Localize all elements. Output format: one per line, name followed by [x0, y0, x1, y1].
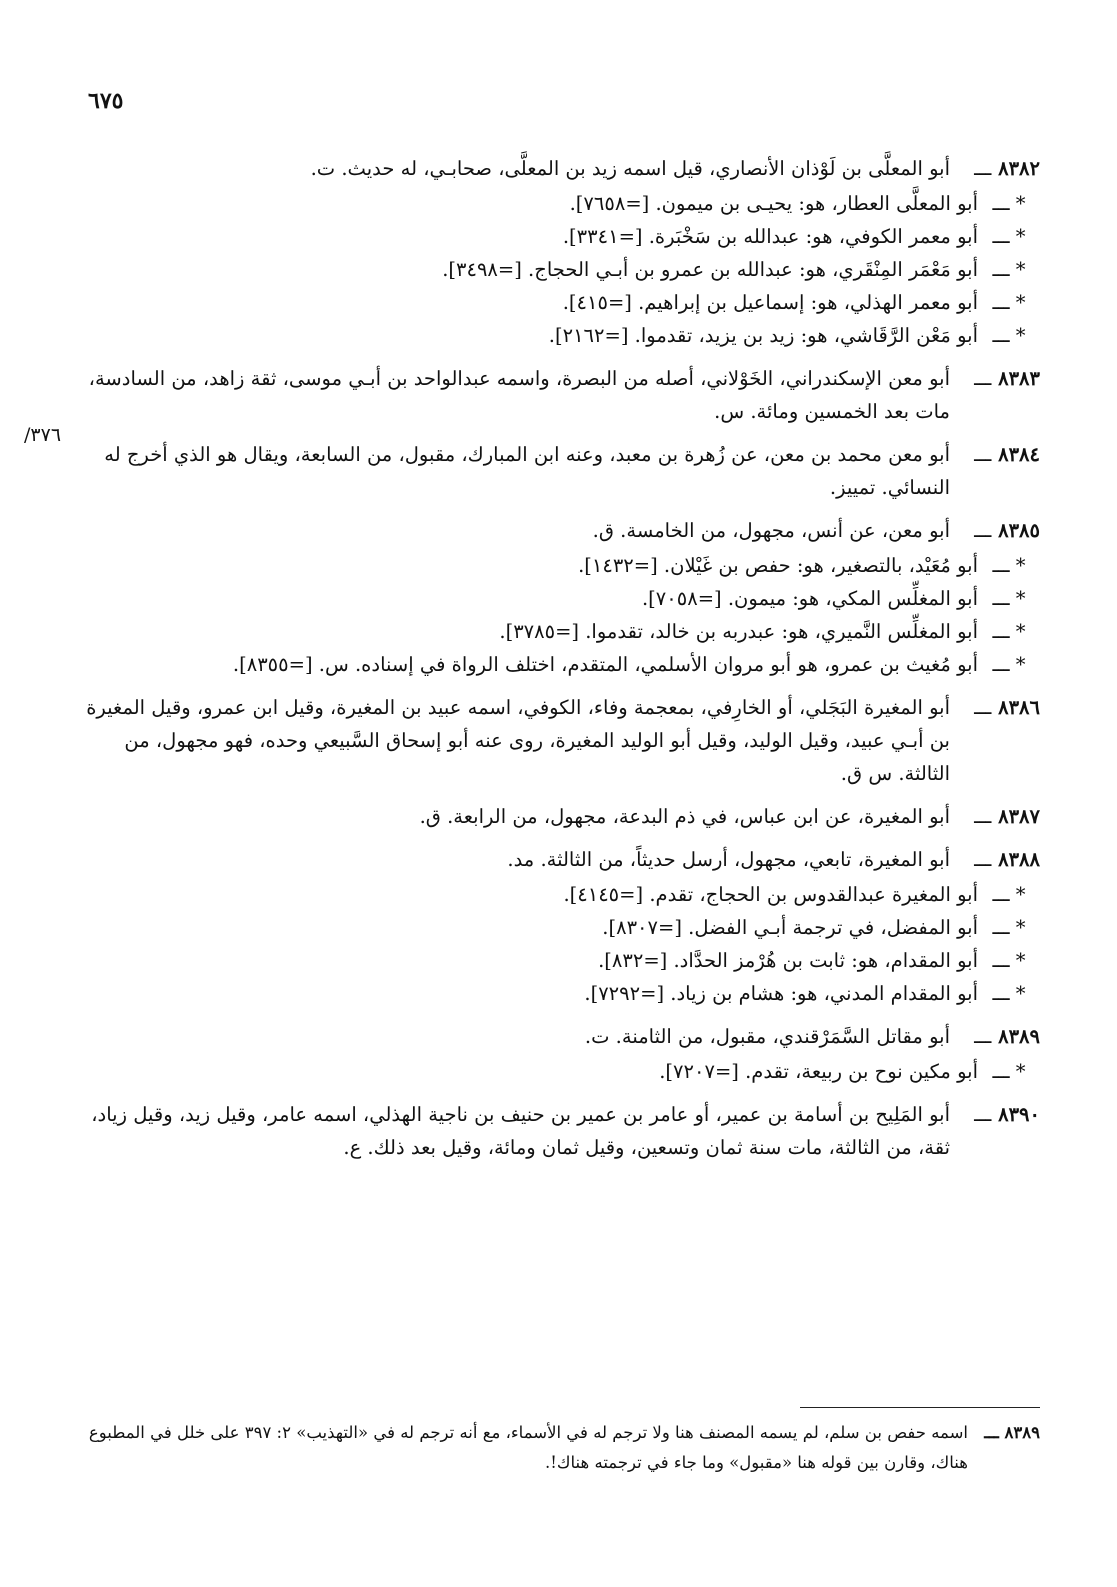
- cross-reference-text: أبو مَعْمَر المِنْقَري، هو: عبدالله بن عمرو بن أبـي الحجاج. [=٣٤٩٨].: [442, 258, 978, 281]
- entry-number: ٨٣٨٨ ـــ: [974, 848, 1040, 871]
- entry-block: [80, 362, 1040, 428]
- entry: [80, 843, 1040, 876]
- cross-reference: [80, 878, 1040, 911]
- entry: [80, 514, 1040, 547]
- cross-reference-marker: * ـــ: [992, 324, 1026, 347]
- footnote-divider: [800, 1407, 1040, 1408]
- page-number: ٦٧٥: [88, 88, 124, 114]
- cross-reference: [80, 220, 1040, 253]
- cross-reference: [80, 549, 1040, 582]
- cross-reference-text: أبو معمر الهذلي، هو: إسماعيل بن إبراهيم. [=٤١٥].: [562, 291, 978, 314]
- entry: [80, 800, 1040, 833]
- entry-block: [80, 438, 1040, 504]
- entry-block: [80, 152, 1040, 352]
- entry-text: أبو المعلَّى بن لَوْذان الأنصاري، قيل اسمه زيد بن المعلَّى، صحابـي، له حديث. ت.: [310, 157, 950, 180]
- entry-number: ٨٣٨٩ ـــ: [974, 1025, 1040, 1048]
- cross-reference-marker: * ـــ: [992, 620, 1026, 643]
- cross-reference-list: [80, 187, 1040, 352]
- cross-reference-marker: * ـــ: [992, 883, 1026, 906]
- cross-reference: [80, 319, 1040, 352]
- footnote-number: ٨٣٨٩ ـــ: [984, 1423, 1040, 1442]
- cross-reference: [80, 1055, 1040, 1088]
- cross-reference: [80, 253, 1040, 286]
- cross-reference-text: أبو مُغيث بن عمرو، هو أبو مروان الأسلمي، المتقدم، اختلف الرواة في إسناده. س. [=٨٣٥٥].: [232, 653, 978, 676]
- entry-block: [80, 691, 1040, 790]
- cross-reference-list: [80, 878, 1040, 1010]
- entry-block: [80, 800, 1040, 833]
- entry-text: أبو المغيرة البَجَلي، أو الخارِفي، بمعجمة وفاء، الكوفي، اسمه عبيد بن المغيرة، وقيل ابن عمرو، وقيل المغيرة بن أبـي عبيد، وقيل الوليد، وقيل أبو الوليد المغيرة، روى عنه أبو إسحاق السَّبيعي وحده، فهو مجهول، من الثالثة. س ق.: [86, 696, 950, 785]
- cross-reference-marker: * ـــ: [992, 554, 1026, 577]
- cross-reference-text: أبو مَعْن الرَّقَاشي، هو: زيد بن يزيد، تقدموا. [=٢١٦٢].: [548, 324, 978, 347]
- cross-reference-text: أبو المعلَّى العطار، هو: يحيـى بن ميمون. [=٧٦٥٨].: [569, 192, 978, 215]
- entry-body: [80, 800, 950, 833]
- main-content: [80, 152, 1040, 1174]
- cross-reference-marker: * ـــ: [992, 653, 1026, 676]
- cross-reference: [80, 286, 1040, 319]
- entry: [80, 362, 1040, 428]
- cross-reference: [80, 911, 1040, 944]
- cross-reference-text: أبو مُعَيْد، بالتصغير، هو: حفص بن غَيْلان. [=١٤٣٢].: [578, 554, 978, 577]
- cross-reference-text: أبو المفضل، في ترجمة أبـي الفضل. [=٨٣٠٧].: [602, 916, 978, 939]
- cross-reference-marker: * ـــ: [992, 192, 1026, 215]
- entry: [80, 691, 1040, 790]
- entry-body: [80, 1098, 950, 1164]
- entry-body: [80, 691, 950, 790]
- entry-number: ٨٣٩٠ ـــ: [974, 1103, 1040, 1126]
- cross-reference-marker: * ـــ: [992, 291, 1026, 314]
- cross-reference-marker: * ـــ: [992, 949, 1026, 972]
- entry-text: أبو معن، عن أنس، مجهول، من الخامسة. ق.: [592, 519, 950, 542]
- cross-reference-marker: * ـــ: [992, 258, 1026, 281]
- entry: [80, 152, 1040, 185]
- cross-reference-list: [80, 1055, 1040, 1088]
- entry-body: [80, 152, 950, 185]
- entry-text: أبو معن محمد بن معن، عن زُهرة بن معبد، وعنه ابن المبارك، مقبول، من السابعة، ويقال هو الذي أخرج له النسائي. تمييز.: [104, 443, 950, 499]
- cross-reference-text: أبو المغلِّس المكي، هو: ميمون. [=٧٠٥٨].: [641, 587, 978, 610]
- entry-text: أبو المغيرة، عن ابن عباس، في ذم البدعة، مجهول، من الرابعة. ق.: [419, 805, 950, 828]
- entry-text: أبو المغيرة، تابعي، مجهول، أرسل حديثاً، من الثالثة. مد.: [507, 848, 950, 871]
- cross-reference-marker: * ـــ: [992, 587, 1026, 610]
- entry-block: [80, 514, 1040, 681]
- entry-number: ٨٣٨٣ ـــ: [974, 367, 1040, 390]
- cross-reference-text: أبو المغيرة عبدالقدوس بن الحجاج، تقدم. [=٤١٤٥].: [563, 883, 978, 906]
- cross-reference: [80, 977, 1040, 1010]
- entry: [80, 438, 1040, 504]
- entry-block: [80, 843, 1040, 1010]
- cross-reference: [80, 615, 1040, 648]
- entry-body: [80, 514, 950, 547]
- side-note-volume-page: ٣٧٦/: [24, 424, 62, 446]
- cross-reference: [80, 582, 1040, 615]
- footnote: [80, 1418, 1040, 1478]
- entry-body: [80, 843, 950, 876]
- entry-text: أبو المَلِيح بن أسامة بن عمير، أو عامر بن عمير بن حنيف بن ناجية الهذلي، اسمه عامر، وقيل زيد، وقيل زياد، ثقة، من الثالثة، مات سنة ثمان وتسعين، وقيل ثمان ومائة، وقيل بعد ذلك. ع.: [91, 1103, 950, 1159]
- cross-reference-marker: * ـــ: [992, 1060, 1026, 1083]
- entry-number: ٨٣٨٢ ـــ: [974, 157, 1040, 180]
- cross-reference-text: أبو المقدام، هو: ثابت بن هُرْمز الحدَّاد. [=٨٣٢].: [598, 949, 978, 972]
- cross-reference: [80, 648, 1040, 681]
- cross-reference-list: [80, 549, 1040, 681]
- cross-reference-marker: * ـــ: [992, 982, 1026, 1005]
- cross-reference: [80, 944, 1040, 977]
- entry-block: [80, 1098, 1040, 1164]
- entry-body: [80, 362, 950, 428]
- entry-number: ٨٣٨٦ ـــ: [974, 696, 1040, 719]
- entry-number: ٨٣٨٧ ـــ: [974, 805, 1040, 828]
- cross-reference-text: أبو المقدام المدني، هو: هشام بن زياد. [=٧٢٩٢].: [584, 982, 978, 1005]
- entry-body: [80, 1020, 950, 1053]
- entry-number: ٨٣٨٥ ـــ: [974, 519, 1040, 542]
- cross-reference-text: أبو معمر الكوفي، هو: عبدالله بن سَخْبَرة. [=٣٣٤١].: [562, 225, 978, 248]
- entry-body: [80, 438, 950, 504]
- entry-text: أبو معن الإسكندراني، الخَوْلاني، أصله من البصرة، واسمه عبدالواحد بن أبـي موسى، ثقة زاهد، من السادسة، مات بعد الخمسين ومائة. س.: [88, 367, 950, 423]
- cross-reference-marker: * ـــ: [992, 225, 1026, 248]
- entry-number: ٨٣٨٤ ـــ: [974, 443, 1040, 466]
- cross-reference-text: أبو المغلِّس النَّميري، هو: عبدربه بن خالد، تقدموا. [=٣٧٨٥].: [499, 620, 978, 643]
- entry: [80, 1020, 1040, 1053]
- entry: [80, 1098, 1040, 1164]
- cross-reference: [80, 187, 1040, 220]
- footnote-text: اسمه حفص بن سلم، لم يسمه المصنف هنا ولا ترجم له في الأسماء، مع أنه ترجم له في «التهذيب» ٢: ٣٩٧ على خلل في المطبوع هناك، وقارن بين قوله هنا «مقبول» وما جاء في ترجمته هناك!.: [88, 1423, 968, 1472]
- entry-block: [80, 1020, 1040, 1088]
- entry-text: أبو مقاتل السَّمَرْقندي، مقبول، من الثامنة. ت.: [584, 1025, 950, 1048]
- cross-reference-marker: * ـــ: [992, 916, 1026, 939]
- cross-reference-text: أبو مكين نوح بن ربيعة، تقدم. [=٧٢٠٧].: [659, 1060, 978, 1083]
